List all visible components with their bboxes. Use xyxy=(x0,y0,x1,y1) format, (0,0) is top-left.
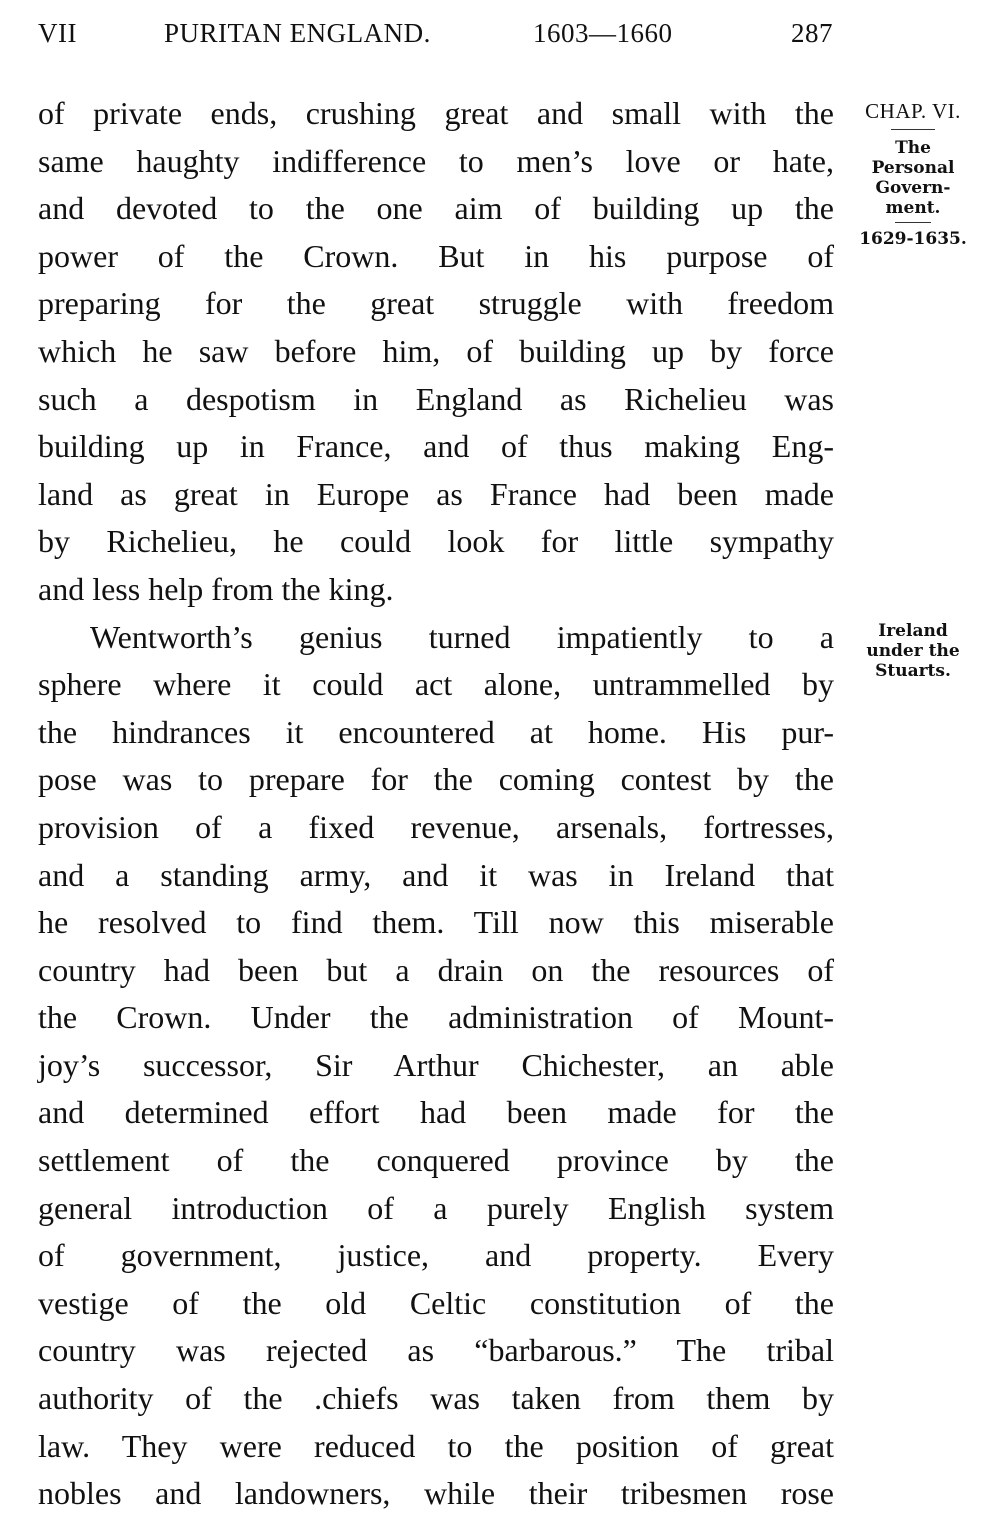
text-line: law. They were reduced to the position of great xyxy=(38,1427,834,1464)
text-line: Wentworth’s genius turned impatiently to a xyxy=(90,618,834,655)
text-line: country was rejected as “barbarous.” The tribal xyxy=(38,1332,834,1369)
text-line: preparing for the great struggle with freedom xyxy=(38,285,834,322)
page-number: 287 xyxy=(791,18,833,48)
text-line: authority of the .chiefs was taken from them by xyxy=(38,1380,834,1417)
sidenote-topic-line: Personal xyxy=(871,158,955,178)
sidenote-rule xyxy=(891,129,935,130)
paragraph-2 xyxy=(38,614,834,1518)
text-line: of private ends, crushing great and small with the xyxy=(38,95,834,131)
section-number: VII xyxy=(38,18,77,48)
running-title: PURITAN ENGLAND. xyxy=(164,18,431,48)
text-line: such a despotism in England as Richelieu was xyxy=(38,380,834,417)
sidenote-topic-line: Govern- xyxy=(875,178,951,198)
running-dates: 1603—1660 xyxy=(533,18,673,48)
text-line: power of the Crown. But in his purpose of xyxy=(38,237,834,274)
text-line: and determined effort had been made for the xyxy=(38,1094,834,1131)
text-line: and devoted to the one aim of building up the xyxy=(38,190,834,227)
text-line: joy’s successor, Sir Arthur Chichester, an able xyxy=(38,1046,834,1083)
text-line: country had been but a drain on the resources of xyxy=(38,951,834,988)
text-line: and less help from the king. xyxy=(38,570,394,607)
text-line: pose was to prepare for the coming contest by the xyxy=(38,761,834,798)
sidenote-topic-line: under the xyxy=(866,641,960,661)
text-line: provision of a fixed revenue, arsenals, fortresses, xyxy=(38,808,834,845)
text-line: of government, justice, and property. Every xyxy=(38,1237,834,1274)
text-line: nobles and landowners, while their tribesmen rose xyxy=(38,1475,834,1512)
sidenote-topic-line: Ireland xyxy=(878,621,948,641)
running-header xyxy=(38,18,833,58)
text-line: sphere where it could act alone, untrammelled by xyxy=(38,666,834,703)
sidenote-years: 1629-1635. xyxy=(859,229,967,249)
text-line: he resolved to find them. Till now this miserable xyxy=(38,904,834,941)
sidenote-rule xyxy=(895,222,931,223)
sidenote-chapter: CHAP. VI. xyxy=(865,99,961,123)
sidenote-ireland xyxy=(848,621,978,681)
sidenote-topic-line: Stuarts. xyxy=(875,661,951,681)
text-line: and a standing army, and it was in Ireland that xyxy=(38,856,834,893)
sidenote-topic-line: The xyxy=(895,138,931,158)
paragraph-1 xyxy=(38,90,834,614)
text-line: building up in France, and of thus making Eng- xyxy=(38,428,834,465)
text-line: settlement of the conquered province by the xyxy=(38,1142,834,1179)
text-line: general introduction of a purely English system xyxy=(38,1189,834,1226)
sidenote-topic-line: ment. xyxy=(885,198,941,218)
sidenote-chapter-topic xyxy=(848,101,978,249)
text-line: land as great in Europe as France had been made xyxy=(38,475,834,512)
text-line: the Crown. Under the administration of Mount- xyxy=(38,999,834,1036)
text-line: same haughty indifference to men’s love or hate, xyxy=(38,142,834,179)
text-line: vestige of the old Celtic constitution of the xyxy=(38,1284,834,1321)
text-line: the hindrances it encountered at home. His pur- xyxy=(38,713,834,750)
text-line: which he saw before him, of building up by force xyxy=(38,332,834,369)
text-line: by Richelieu, he could look for little sympathy xyxy=(38,523,834,560)
main-text xyxy=(38,90,834,1518)
